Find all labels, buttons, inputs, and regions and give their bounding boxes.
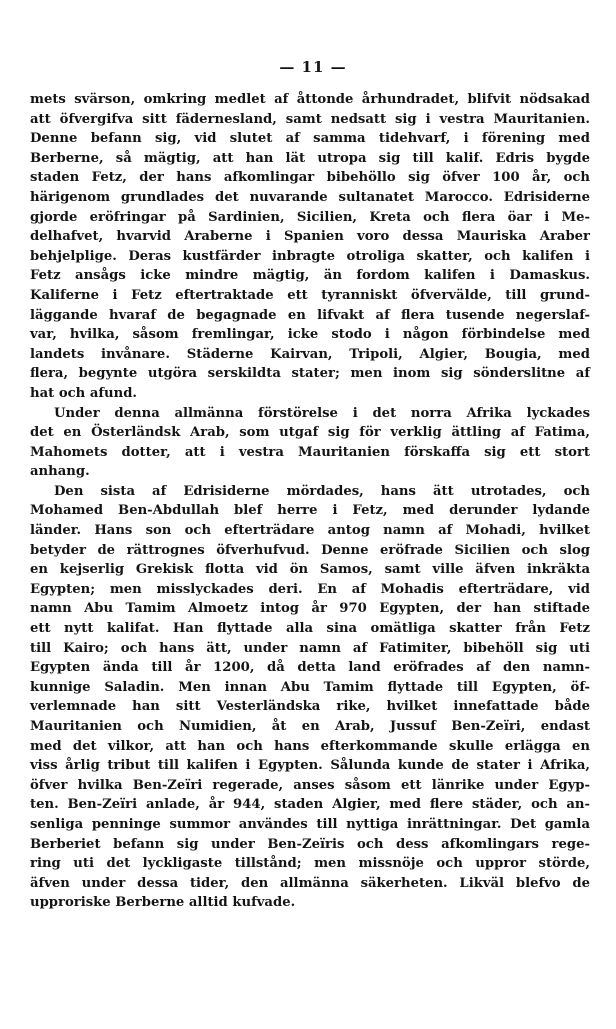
text-line: Mohamed Ben-Abdullah blef herre i Fetz, med derunder lydande <box>30 503 590 519</box>
paragraph-3 <box>30 482 590 913</box>
text-line: staden Fetz, der hans afkomlingar bibehöllo sig öfver 100 år, och <box>30 170 590 186</box>
text-line: det en Österländsk Arab, som utgaf sig för verklig ättling af Fatima, <box>30 425 590 441</box>
text-line: delhafvet, hvarvid Araberne i Spanien voro dessa Mauriska Araber <box>30 229 590 245</box>
text-line: att öfvergifva sitt fädernesland, samt nedsatt sig i vestra Mauritanien. <box>30 111 590 127</box>
text-line: Berberne, så mägtig, att han lät utropa sig till kalif. Edris bygde <box>30 150 590 166</box>
text-line: Mahomets dotter, att i vestra Mauritanien förskaffa sig ett stort <box>30 444 590 460</box>
text-line: flera, begynte utgöra serskildta stater; men inom sig sönderslitne af <box>30 366 590 382</box>
text-line: anhang. <box>30 464 90 480</box>
text-line: upproriske Berberne alltid kufvade. <box>30 895 296 911</box>
text-line: senliga penninge summor användes till nyttiga inrättningar. Det gamla <box>30 816 590 832</box>
text-line: Mauritanien och Numidien, åt en Arab, Jussuf Ben-Zeïri, endast <box>30 719 590 734</box>
text-line: kunnige Saladin. Men innan Abu Tamim flyttade till Egypten, öf- <box>30 679 590 695</box>
text-line: Den sista af Edrisiderne mördades, hans ätt utrotades, och <box>54 483 590 499</box>
text-line: Kaliferne i Fetz eftertraktade ett tyranniskt öfvervälde, till grund- <box>30 287 590 303</box>
text-line: Egypten ända till år 1200, då detta land eröfrades af den namn- <box>30 660 590 676</box>
text-line: läggande hvaraf de begagnade en lifvakt af flera tusende negerslaf- <box>30 307 590 323</box>
text-line: ring uti det lyckligaste tillstånd; men missnöje och uppror störde, <box>30 856 590 872</box>
text-line: namn Abu Tamim Almoetz intog år 970 Egypten, der han stiftade <box>30 601 590 617</box>
text-line: mets svärson, omkring medlet af åttonde århundradet, blifvit nödsakad <box>30 92 590 107</box>
text-line: viss årlig tribut till kalifen i Egypten. Sålunda kunde de stater i Afrika, <box>30 758 590 774</box>
text-line: behjelplige. Deras kustfärder inbragte otroliga skatter, och kalifen i <box>30 248 590 264</box>
text-line: med det vilkor, att han och hans efterkommande skulle erlägga en <box>30 738 590 754</box>
text-line: betyder de rättrognes öfverhufvud. Denne eröfrade Sicilien och slog <box>30 542 590 558</box>
text-line: landets invånare. Städerne Kairvan, Tripoli, Algier, Bougia, med <box>30 346 590 362</box>
text-line: gjorde eröfringar på Sardinien, Sicilien, Kreta och flera öar i Me- <box>30 209 590 225</box>
paragraph-1 <box>30 90 590 404</box>
page-number: — 11 — <box>279 58 347 76</box>
text-line: till Kairo; och hans ätt, under namn af Fatimiter, bibehöll sig uti <box>30 640 590 656</box>
paragraph-2 <box>30 404 590 482</box>
text-line: ten. Ben-Zeïri anlade, år 944, staden Algier, med flere städer, och an- <box>30 797 590 813</box>
text-line: äfven under dessa tider, den allmänna säkerheten. Likväl blefvo de <box>30 875 590 891</box>
text-line: hat och afund. <box>30 385 138 401</box>
text-line: verlemnade han sitt Vesterländska rike, hvilket innefattade både <box>30 699 590 715</box>
text-line: öfver hvilka Ben-Zeïri regerade, anses såsom ett länrike under Egyp- <box>30 777 590 793</box>
text-line: Berberiet befann sig under Ben-Zeïris och dess afkomlingars rege- <box>30 836 590 852</box>
body-text <box>30 90 590 913</box>
text-line: härigenom grundlades det nuvarande sultanatet Marocco. Edrisiderne <box>30 189 590 205</box>
text-line: Fetz ansågs icke mindre mägtig, än fordom kalifen i Damaskus. <box>30 268 590 284</box>
text-line: en kejserlig Grekisk flotta vid ön Samos, samt ville äfven inkräkta <box>30 562 590 578</box>
text-line: Denne befann sig, vid slutet af samma tidehvarf, i förening med <box>30 131 590 147</box>
text-line: Egypten; men misslyckades deri. En af Mohadis efterträdare, vid <box>30 581 590 597</box>
text-line: var, hvilka, såsom fremlingar, icke stodo i någon förbindelse med <box>30 327 590 343</box>
text-line: ett nytt kalifat. Han flyttade alla sina omätliga skatter från Fetz <box>30 621 590 637</box>
text-line: länder. Hans son och efterträdare antog namn af Mohadi, hvilket <box>30 523 590 539</box>
document-page <box>30 58 590 913</box>
text-line: Under denna allmänna förstörelse i det norra Afrika lyckades <box>54 405 590 421</box>
